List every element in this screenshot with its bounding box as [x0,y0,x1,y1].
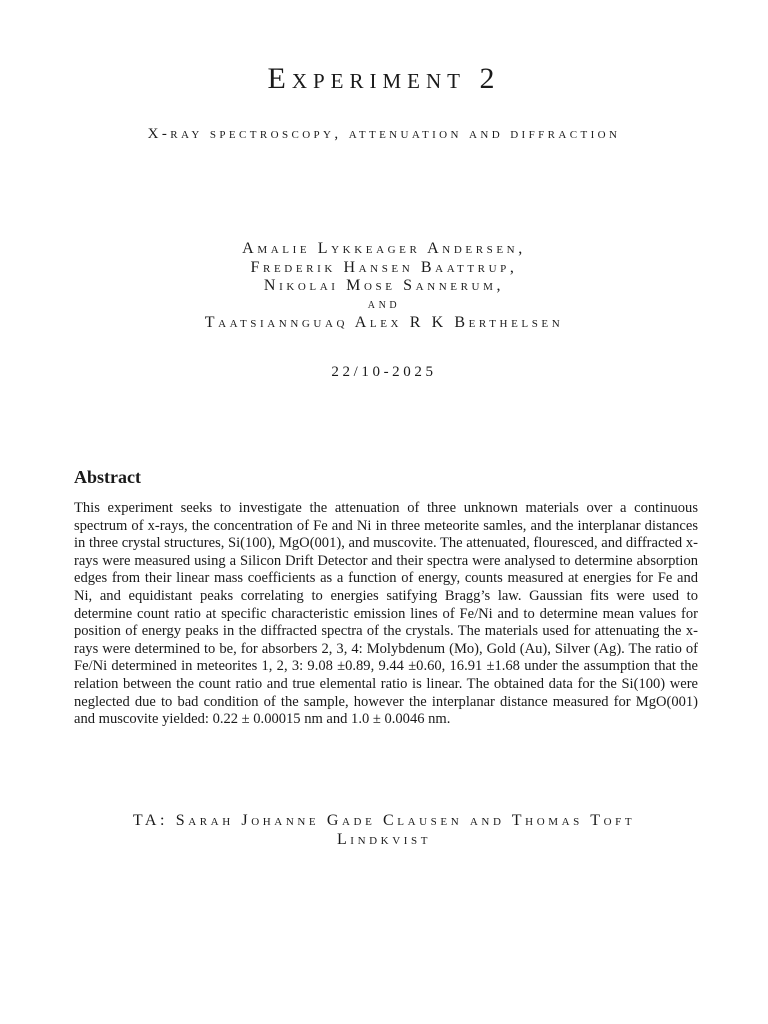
author-line: Nikolai Mose Sannerum, [263,277,505,295]
experiment-title: Experiment 2 [267,62,501,95]
author-list [0,240,768,333]
experiment-subtitle: X-ray spectroscopy, attenuation and diffraction [147,126,621,142]
ta-line: Lindkvist [336,830,432,848]
author-line: Taatsiannguaq Alex R K Berthelsen [204,314,564,332]
author-line: Frederik Hansen Baattrup, [250,258,518,276]
report-date: 22/10-2025 [331,364,437,380]
teaching-assistants [0,812,768,849]
author-conjunction: and [367,296,401,312]
ta-line: TA: Sarah Johanne Gade Clausen and Thomas Toft [132,812,636,829]
author-line: Amalie Lykkeager Andersen, [242,240,526,257]
abstract-heading: Abstract [74,467,141,487]
abstract-text: This experiment seeks to investigate the attenuation of three unknown materials over a continuous spectrum of x-rays, the concentration of Fe and Ni in three meteorite samles, and the interplanar distances in three crystal structures, Si(100), MgO(001), and muscovite. The attenuated, flouresced, and diffracted x-rays were measured using a Silicon Drift Detector and their spectra were analysed to determine absorption edges from their linear mass coefficients as a function of energy, counts measured at energies for Fe and Ni, and equidistant peaks correlating to energies satifying Bragg’s law. Gaussian fits were used to determine count ratio at specific characteristic emission lines of Fe/Ni and to determine mean values for position of energy peaks in the diffracted spectra of the crystals. The materials used for attenuating the x-rays were determined to be, for absorbers 2, 3, 4: Molybdenum (Mo), Gold (Au), Silver (Ag). The ratio of Fe/Ni determined in meteorites 1, 2, 3: 9.08 ±0.89, 9.44 ±0.60, 16.91 ±1.68 under the assumption that the relation between the count ratio and true elemental ratio is linear. The obtained data for the Si(100) were neglected due to bad condition of the sample, however the interplanar distance measured for MgO(001) and muscovite yielded: 0.22 ± 0.00015 nm and 1.0 ± 0.0046 nm. [74,500,698,728]
